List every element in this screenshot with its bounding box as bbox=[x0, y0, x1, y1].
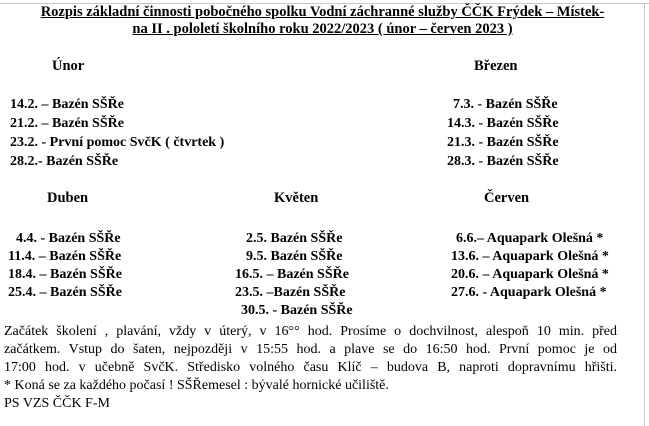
title-line-1: Rozpis základní činnosti pobočného spolku Vodní záchranné služby ČČK Frýdek – Místek- bbox=[40, 4, 605, 20]
month-heading-cerven: Červen bbox=[484, 190, 530, 206]
info-line-4: * Koná se za každého počasí ! SŠŘemesel : bývalé hornické učiliště. bbox=[4, 378, 389, 393]
schedule-entry: 27.6. - Aquapark Olešná * bbox=[451, 285, 607, 300]
schedule-entry: 6.6.– Aquapark Olešná * bbox=[456, 231, 604, 246]
schedule-entry: 14.3. - Bazén SŠŘe bbox=[447, 116, 559, 131]
schedule-entry: 23.2. - První pomoc SvčK ( čtvrtek ) bbox=[10, 135, 225, 150]
month-heading-brezen: Březen bbox=[474, 58, 518, 74]
schedule-entry: 11.4. – Bazén SŠŘe bbox=[8, 249, 122, 264]
schedule-entry: 7.3. - Bazén SŠŘe bbox=[453, 97, 558, 112]
schedule-entry: 4.4. - Bazén SŠŘe bbox=[16, 231, 121, 246]
month-heading-unor: Únor bbox=[52, 58, 85, 74]
schedule-entry: 23.5. –Bazén SŠŘe bbox=[235, 285, 346, 300]
schedule-entry: 14.2. – Bazén SŠŘe bbox=[10, 97, 124, 112]
info-line-3: 17:00 hod. v učebně SvčK. Středisko volného času Klíč – budova B, naproti dopravnímu hřišti. bbox=[4, 360, 617, 375]
info-signature: PS VZS ČČK F-M bbox=[4, 396, 110, 411]
month-heading-kveten: Květen bbox=[274, 190, 319, 206]
schedule-entry: 20.6. – Aquapark Olešná * bbox=[451, 267, 609, 282]
schedule-entry: 18.4. – Bazén SŠŘe bbox=[8, 267, 122, 282]
document-title bbox=[10, 4, 635, 38]
schedule-entry: 30.5. - Bazén SŠŘe bbox=[241, 303, 353, 318]
frame-border-right bbox=[644, 3, 645, 426]
schedule-entry: 2.5. Bazén SŠŘe bbox=[246, 231, 343, 246]
schedule-entry: 28.2.- Bazén SŠŘe bbox=[10, 154, 119, 169]
schedule-entry: 25.4. – Bazén SŠŘe bbox=[8, 285, 122, 300]
schedule-entry: 21.3. - Bazén SŠŘe bbox=[447, 135, 559, 150]
info-line-1: Začátek školení , plavání, vždy v úterý, v 16°° hod. Prosíme o dochvilnost, alespoň 10 min. před bbox=[4, 324, 617, 339]
schedule-entry: 13.6. – Aquapark Olešná * bbox=[451, 249, 609, 264]
schedule-entry: 16.5. – Bazén SŠŘe bbox=[235, 267, 349, 282]
title-line-2: na II . pololetí školního roku 2022/2023 ( únor – červen 2023 ) bbox=[132, 21, 513, 37]
info-line-2: začátkem. Vstup do šaten, nejpozději v 15:55 hod. a plave se do 16:50 hod. První pomoc je od bbox=[4, 342, 617, 357]
month-heading-duben: Duben bbox=[47, 190, 89, 206]
schedule-entry: 9.5. Bazén SŠŘe bbox=[246, 249, 343, 264]
info-paragraph bbox=[4, 323, 617, 413]
schedule-entry: 21.2. – Bazén SŠŘe bbox=[10, 116, 124, 131]
schedule-entry: 28.3. - Bazén SŠŘe bbox=[447, 154, 559, 169]
